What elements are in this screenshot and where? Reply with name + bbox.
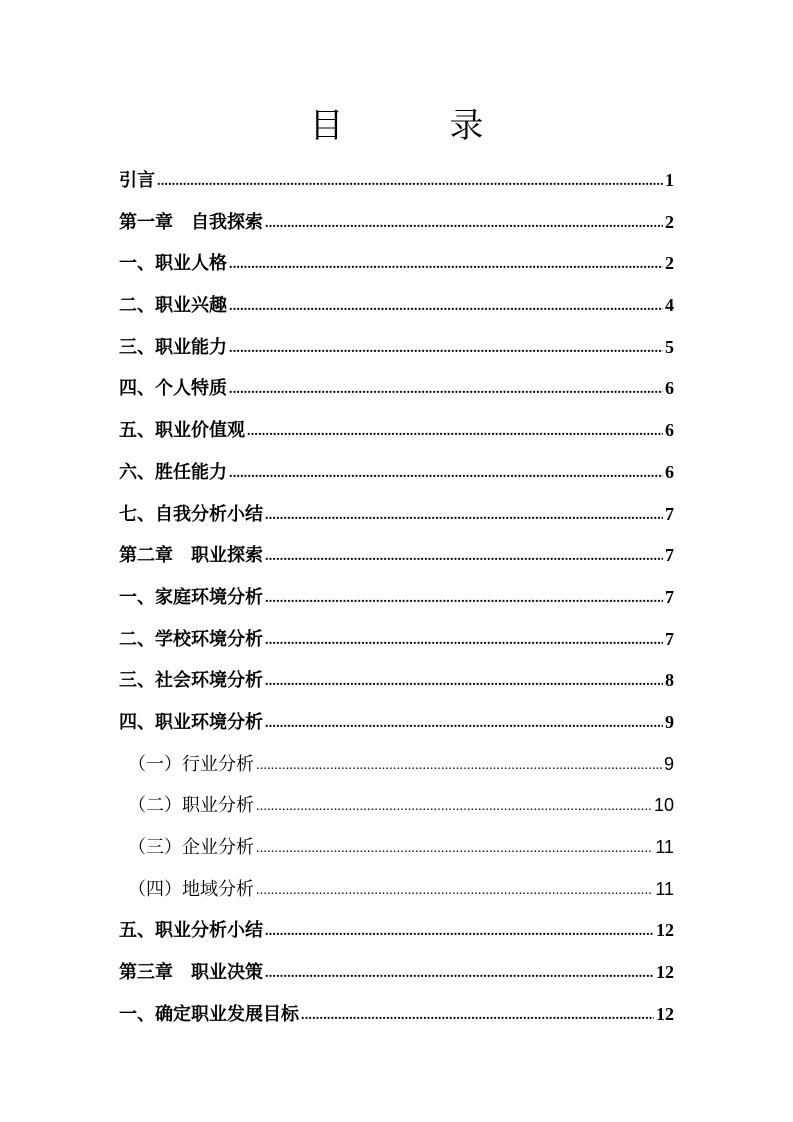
toc-entry-label: 引言 (119, 170, 155, 191)
toc-entry-page-number: 11 (655, 837, 674, 857)
toc-entry-page-number: 12 (656, 962, 674, 983)
toc-dot-leader (265, 620, 663, 662)
toc-entry-label: 六、胜任能力 (119, 461, 227, 483)
toc-entry-page-number: 2 (665, 253, 674, 274)
toc-title: 目 录 (309, 106, 520, 146)
toc-entry-page-number: 2 (665, 211, 674, 232)
toc-dot-leader (229, 244, 663, 286)
toc-entry[interactable] (119, 410, 674, 452)
toc-dot-leader (265, 703, 663, 745)
toc-entry-label: 三、社会环境分析 (119, 670, 263, 692)
toc-entry-label: （三）企业分析 (128, 837, 254, 858)
toc-dot-leader (229, 369, 663, 411)
toc-entry-label: 三、职业能力 (119, 336, 227, 358)
toc-dot-leader (265, 203, 663, 245)
toc-dot-leader (157, 161, 663, 203)
toc-entry-label: 第三章 职业决策 (119, 962, 263, 984)
toc-entry-label: 七、自我分析小结 (119, 503, 263, 525)
toc-entry-label: 五、职业价值观 (119, 420, 245, 442)
toc-entry-page-number: 8 (665, 670, 674, 691)
toc-dot-leader (256, 870, 653, 912)
toc-entry[interactable] (119, 327, 674, 369)
toc-entry-label: （四）地域分析 (128, 878, 254, 900)
toc-entry-label: 五、职业分析小结 (119, 920, 263, 942)
toc-entry[interactable] (119, 619, 674, 661)
toc-entry[interactable] (119, 452, 674, 494)
toc-entry-label: 一、确定职业发展目标 (119, 1003, 299, 1025)
toc-entry-page-number: 1 (665, 170, 674, 190)
toc-entry[interactable] (119, 202, 674, 244)
toc-dot-leader (265, 578, 663, 620)
toc-entry-label: 二、职业兴趣 (119, 295, 227, 317)
toc-entry[interactable] (119, 243, 674, 285)
toc-dot-leader (256, 828, 653, 870)
toc-entry-page-number: 12 (656, 1003, 674, 1024)
toc-entry[interactable] (119, 577, 674, 619)
toc-entry-page-number: 9 (665, 711, 674, 732)
toc-entry-page-number: 6 (665, 461, 674, 482)
toc-entry-page-number: 11 (655, 878, 674, 899)
toc-entry-label: 四、职业环境分析 (119, 711, 263, 733)
toc-entry[interactable] (119, 994, 674, 1036)
toc-dot-leader (265, 495, 663, 537)
toc-dot-leader (229, 328, 663, 370)
toc-dot-leader (229, 453, 663, 495)
toc-entry[interactable] (119, 785, 674, 827)
toc-entry-label: （二）职业分析 (128, 795, 254, 817)
toc-entry-page-number: 7 (665, 503, 674, 524)
toc-entry[interactable] (119, 285, 674, 327)
toc-entry-label: 第一章 自我探索 (119, 211, 263, 233)
toc-entry[interactable] (119, 827, 674, 869)
toc-entry[interactable] (119, 952, 674, 994)
toc-entry-page-number: 7 (665, 628, 674, 649)
toc-dot-leader (265, 536, 663, 578)
toc-entry-page-number: 7 (665, 586, 674, 607)
toc-entry-page-number: 9 (663, 753, 674, 774)
toc-entry-label: 四、个人特质 (119, 378, 227, 400)
toc-entry-page-number: 5 (665, 336, 674, 357)
toc-entry-page-number: 12 (656, 920, 674, 941)
toc-list (119, 160, 674, 1035)
toc-dot-leader (256, 786, 652, 828)
toc-entry-label: 一、职业人格 (119, 253, 227, 275)
toc-entry-page-number: 10 (653, 795, 674, 816)
toc-entry-page-number: 7 (665, 545, 674, 566)
toc-entry[interactable] (119, 910, 674, 952)
toc-entry[interactable] (119, 494, 674, 536)
toc-entry[interactable] (119, 869, 674, 911)
toc-entry-label: 一、家庭环境分析 (119, 586, 263, 608)
toc-entry[interactable] (119, 160, 674, 202)
toc-dot-leader (265, 911, 654, 953)
toc-entry[interactable] (119, 368, 674, 410)
toc-entry[interactable] (119, 535, 674, 577)
toc-dot-leader (229, 286, 663, 328)
toc-entry[interactable] (119, 702, 674, 744)
toc-entry-page-number: 6 (665, 378, 674, 399)
toc-entry-label: （一）行业分析 (128, 753, 254, 775)
toc-entry-label: 二、学校环境分析 (119, 628, 263, 650)
toc-dot-leader (256, 745, 662, 787)
toc-entry[interactable] (119, 744, 674, 786)
toc-entry[interactable] (119, 660, 674, 702)
toc-dot-leader (301, 995, 654, 1037)
toc-dot-leader (265, 953, 654, 995)
toc-dot-leader (247, 411, 663, 453)
toc-entry-label: 第二章 职业探索 (119, 545, 263, 567)
toc-entry-page-number: 6 (665, 420, 674, 441)
toc-entry-page-number: 4 (665, 295, 674, 316)
toc-dot-leader (265, 661, 663, 703)
